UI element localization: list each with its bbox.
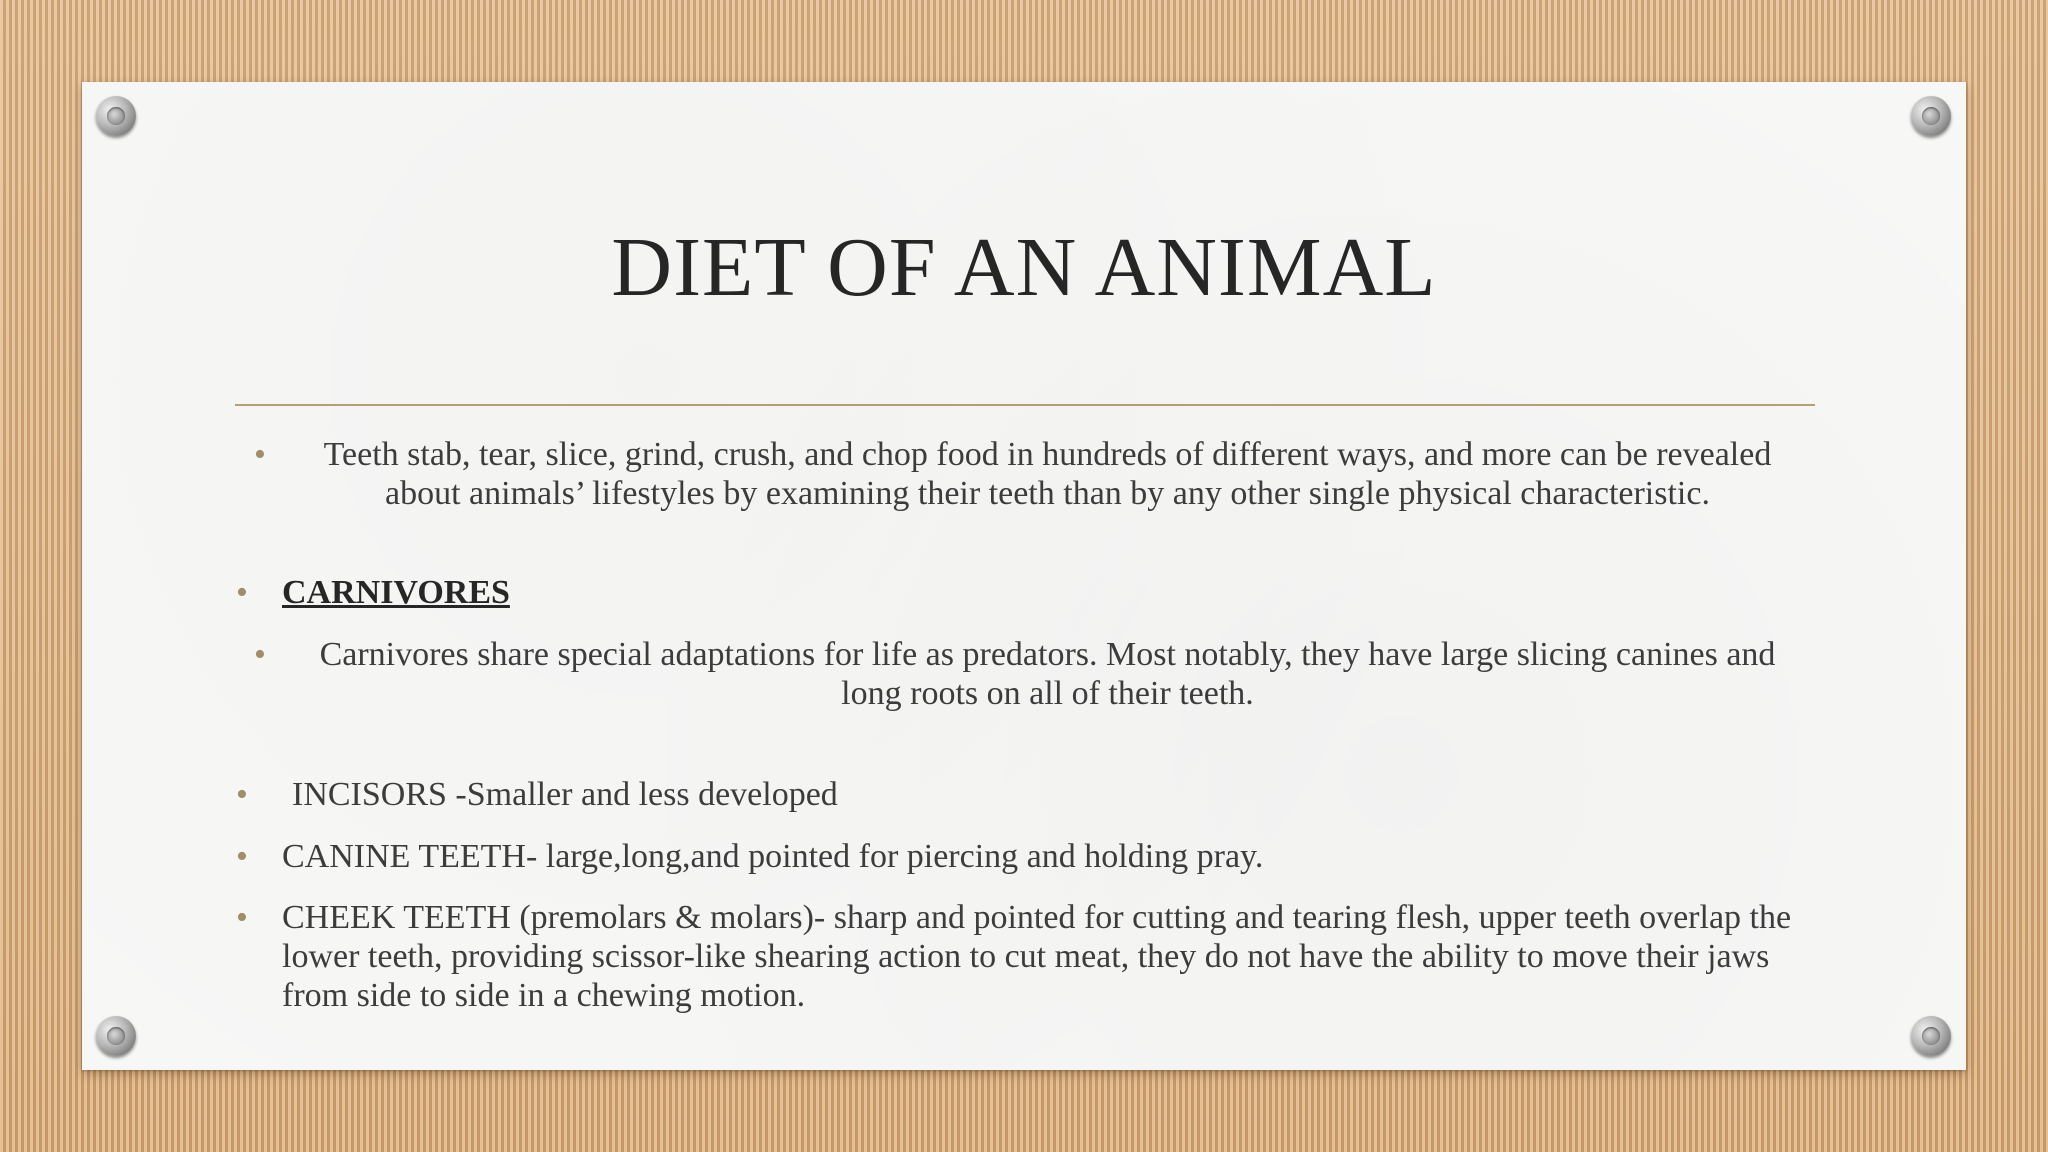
bullet-icon: • (236, 776, 248, 813)
incisors-text: INCISORS -Smaller and less developed (292, 776, 838, 813)
carnivores-description-text: Carnivores share special adaptations for life as predators. Most notably, they have large slicing canines and long roots on all of their teeth. (319, 636, 1776, 712)
bullet-icon: • (236, 899, 248, 936)
bullet-icon: • (236, 838, 248, 875)
grommet-icon (96, 96, 136, 136)
cheek-teeth-text: CHEEK TEETH (premolars & molars)- sharp and pointed for cutting and tearing flesh, upper teeth overlap the lower teeth, providing scissor-like shearing action to cut meat, they do not have the ability to move their jaws from side to side in a chewing motion. (282, 899, 1792, 1014)
bullet-icon: • (254, 436, 266, 473)
bullet-icon: • (236, 574, 248, 611)
bullet-intro-text: Teeth stab, tear, slice, grind, crush, and chop food in hundreds of different ways, and more can be revealed about animals’ lifestyles by examining their teeth than by any other single physical characteristic. (323, 436, 1772, 512)
grommet-icon (1911, 96, 1951, 136)
bullet-cheek-teeth (236, 898, 1802, 1015)
bullet-icon: • (254, 636, 266, 673)
canine-teeth-text: CANINE TEETH- large,long,and pointed for piercing and holding pray. (282, 838, 1264, 875)
bullet-canine-teeth (236, 837, 1782, 876)
bullet-incisors (236, 775, 1782, 814)
carnivores-heading-text: CARNIVORES (282, 574, 510, 611)
bullet-carnivores-description (254, 635, 1795, 713)
bullet-carnivores-heading (236, 573, 882, 612)
bullet-intro (254, 435, 1795, 513)
grommet-icon (1911, 1016, 1951, 1056)
title-divider (235, 404, 1815, 406)
slide-title: DIET OF AN ANIMAL (611, 221, 1437, 314)
grommet-icon (96, 1016, 136, 1056)
